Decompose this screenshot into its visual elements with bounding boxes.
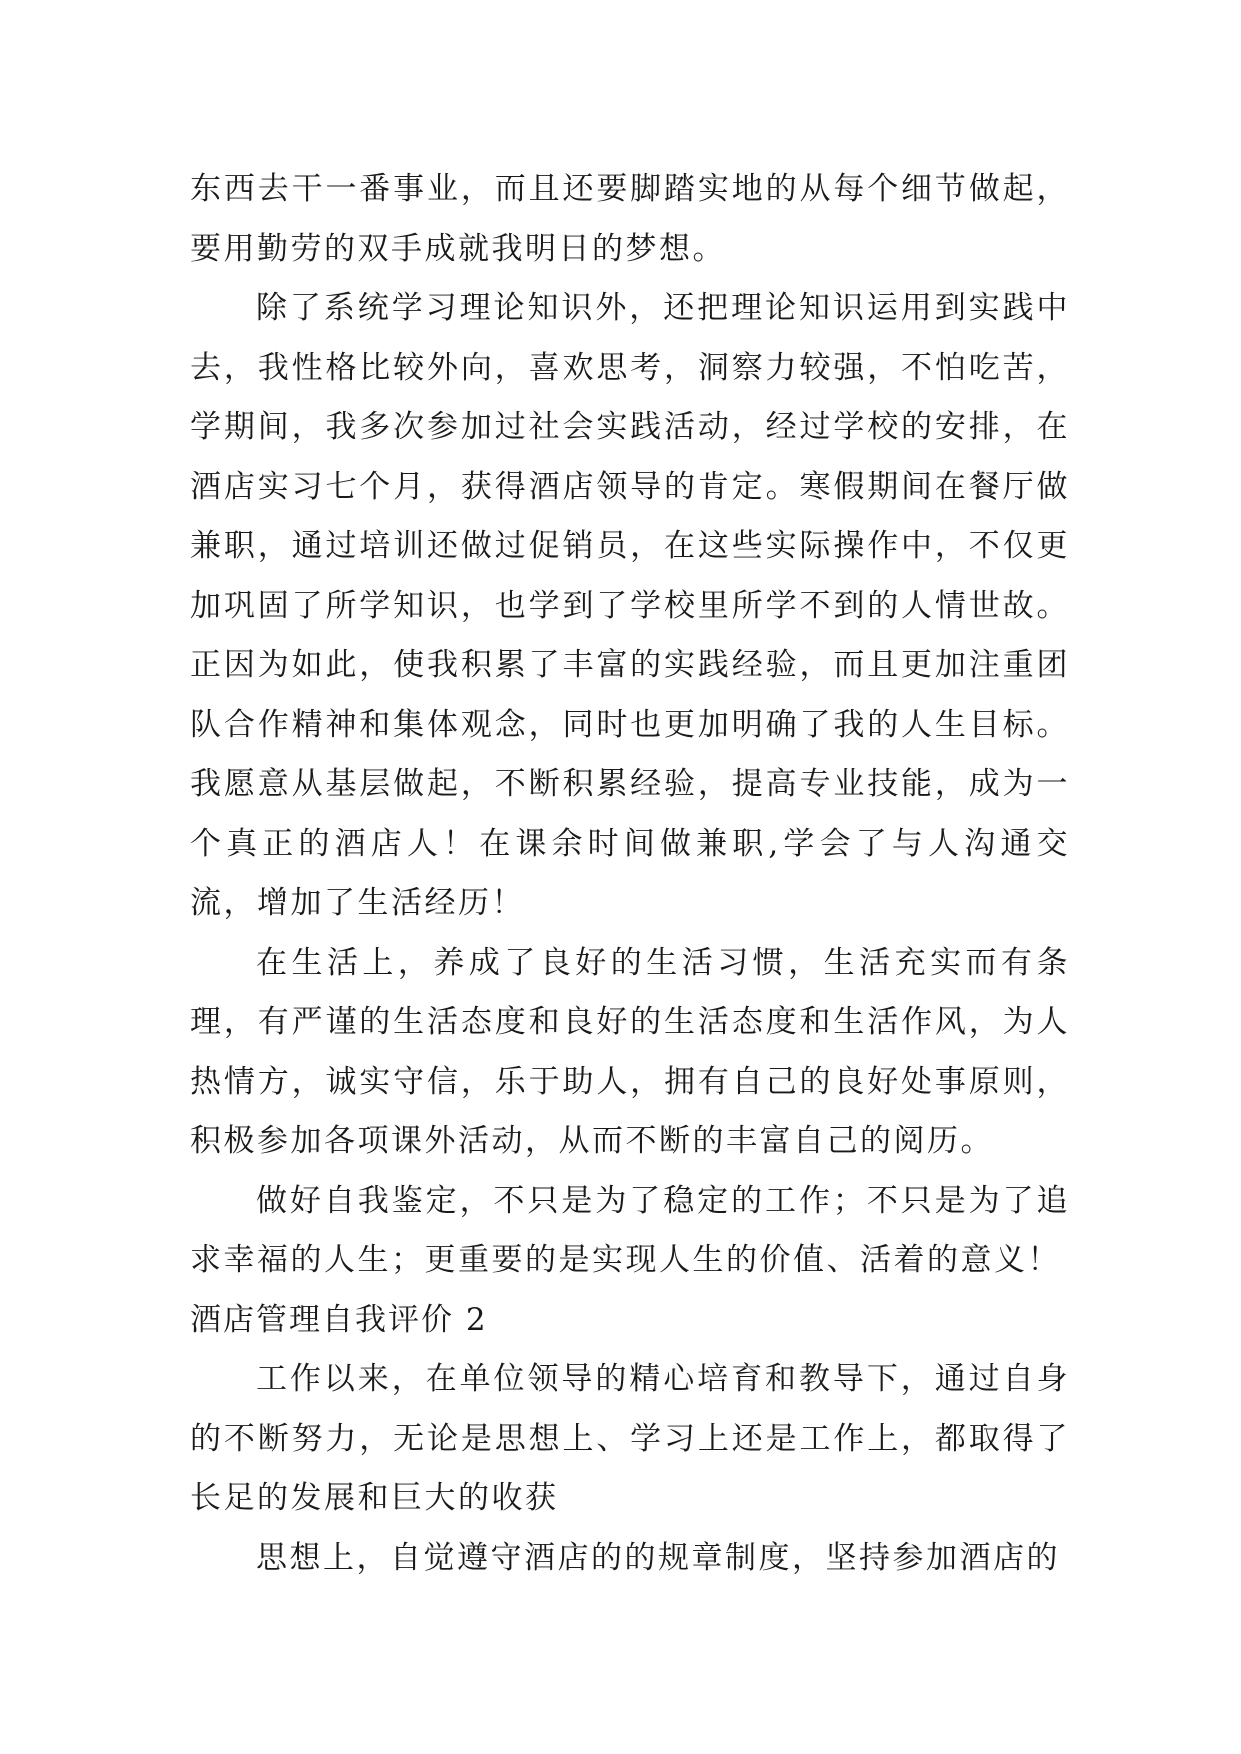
paragraph-ideology: 思想上，自觉遵守酒店的的规章制度，坚持参加酒店的 [256, 1539, 1060, 1576]
paragraph-daily-life: 在生活上，养成了良好的生活习惯，生活充实而有条理，有严谨的生活态度和良好的生活态度和生活作风，为人热情方，诚实守信，乐于助人，拥有自己的良好处事原则，积极参加各项课外活动，从而不断的丰富自己的阅历。 [190, 944, 1070, 1159]
paragraph-practice-experience: 除了系统学习理论知识外，还把理论知识运用到实践中去，我性格比较外向，喜欢思考，洞察力较强，不怕吃苦，学期间，我多次参加过社会实践活动，经过学校的安排，在酒店实习七个月，获得酒店领导的肯定。寒假期间在餐厅做兼职，通过培训还做过促销员，在这些实际操作中，不仅更加巩固了所学知识，也学到了学校里所学不到的人情世故。正因为如此，使我积累了丰富的实践经验，而且更加注重团队合作精神和集体观念，同时也更加明确了我的人生目标。我愿意从基层做起，不断积累经验，提高专业技能，成为一个真正的酒店人！在课余时间做兼职,学会了与人沟通交流，增加了生活经历！ [190, 290, 1070, 921]
paragraph-intro-continuation: 东西去干一番事业，而且还要脚踏实地的从每个细节做起，要用勤劳的双手成就我明日的梦想。 [190, 171, 1070, 267]
document-body [190, 160, 1070, 1588]
paragraph-self-assessment-purpose: 做好自我鉴定，不只是为了稳定的工作；不只是为了追求幸福的人生；更重要的是实现人生的价值、活着的意义！ [190, 1182, 1070, 1278]
paragraph-work-progress: 工作以来，在单位领导的精心培育和教导下，通过自身的不断努力，无论是思想上、学习上还是工作上，都取得了长足的发展和巨大的收获 [190, 1361, 1070, 1516]
section-title: 酒店管理自我评价 2 [190, 1301, 488, 1338]
